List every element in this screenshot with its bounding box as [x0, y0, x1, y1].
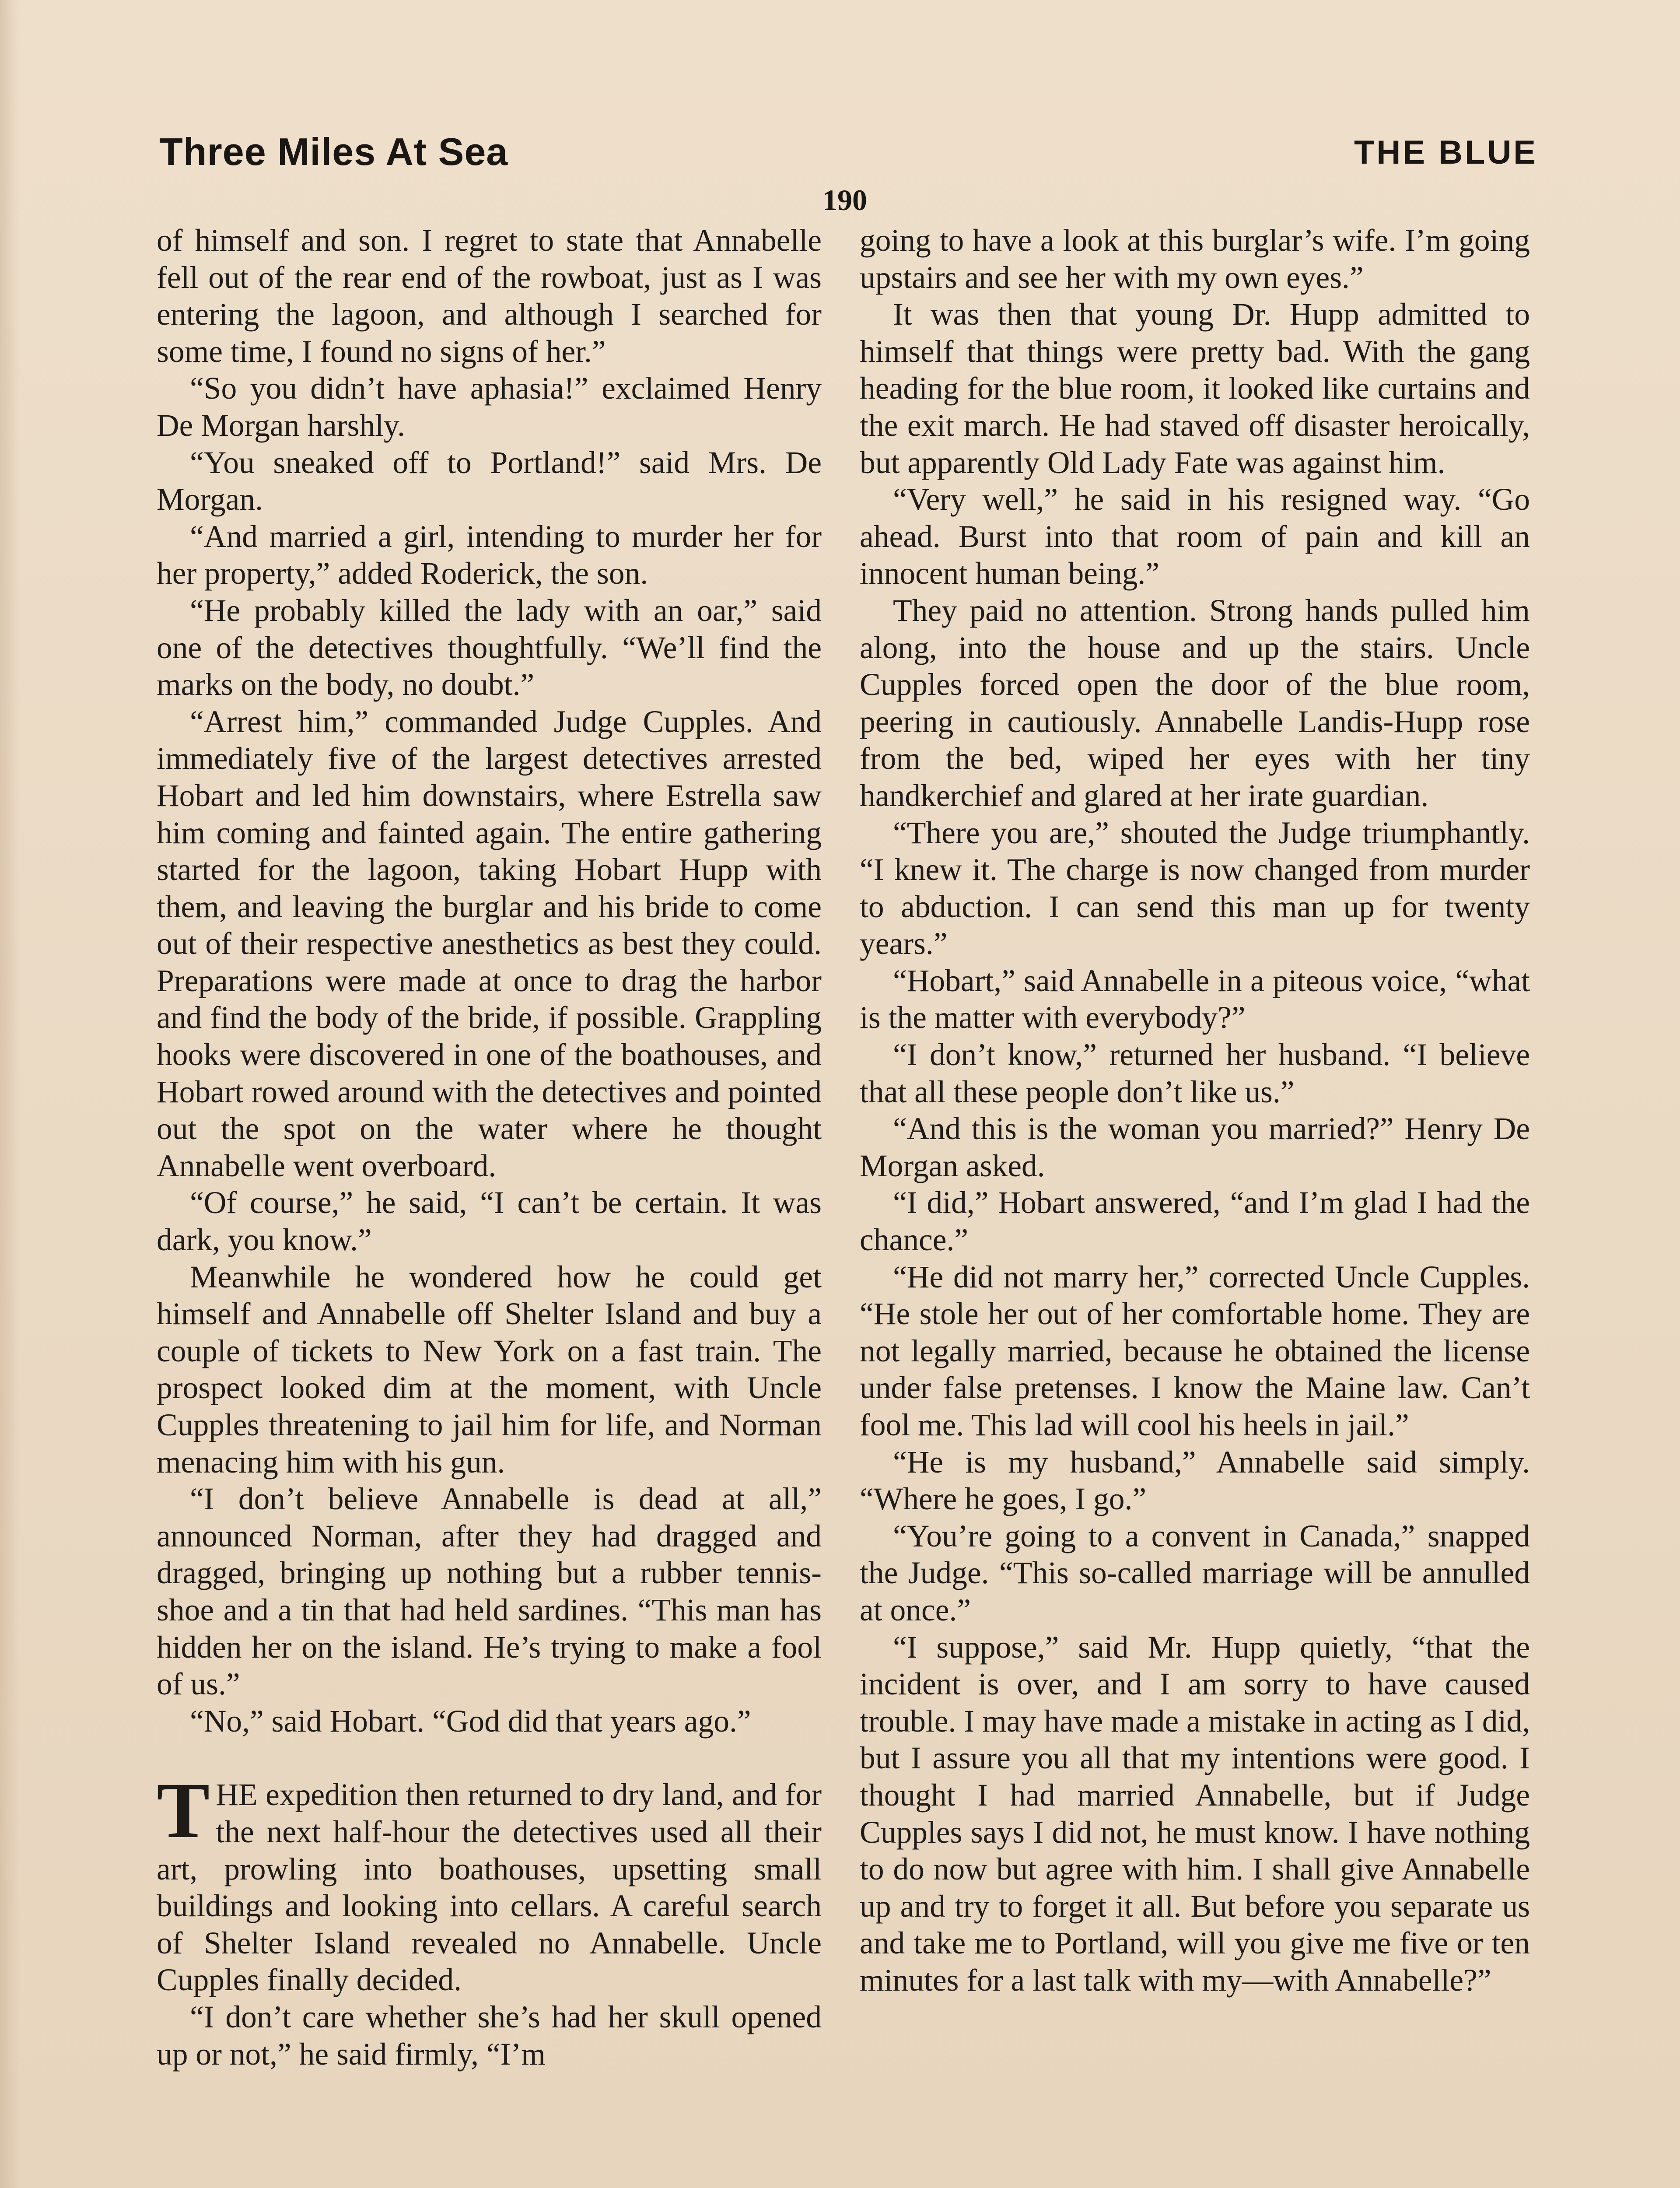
paragraph: “He is my husband,” Annabelle said simply. “Where he goes, I go.”: [860, 1445, 1530, 1517]
paragraph: “And married a girl, intending to murder her for her property,” added Roderick, the son.: [157, 519, 822, 591]
paragraph: It was then that young Dr. Hupp admitted to himself that things were pretty bad. With the gang heading for the blue room, it looked like curtains and the exit march. He had staved off disaster heroically, but apparently Old Lady Fate was against him.: [860, 297, 1530, 480]
paragraph: “And this is the woman you married?” Henry De Morgan asked.: [860, 1112, 1530, 1183]
paragraph: “Of course,” he said, “I can’t be certain. It was dark, you know.”: [157, 1185, 822, 1258]
section-paragraph: [157, 1767, 822, 1999]
paragraph: “He probably killed the lady with an oar,” said one of the detectives thoughtfully. “We’ll find the marks on the body, no doubt.”: [157, 593, 822, 702]
story-title: Three Miles At Sea: [159, 130, 508, 173]
paragraph: They paid no attention. Strong hands pulled him along, into the house and up the stairs. Uncle Cupples forced open the door of the blue room, peering in cautiously. Annabelle Landis-Hupp rose from the bed, wiped her eyes with her tiny handkerchief and glared at her irate guardian.: [860, 593, 1530, 813]
paragraph: “He did not marry her,” corrected Uncle Cupples. “He stole her out of her comfortable home. They are not legally married, because he obtained the license under false pretenses. I know the Maine law. Can’t fool me. This lad will cool his heels in jail.”: [860, 1259, 1530, 1442]
section-paragraph-text: HE expedition then returned to dry land, and for the next half-hour the detectives used all their art, prowling into boathouses, upsetting small buildings and looking into cellars. A careful search of Shelter Island revealed no Annabelle. Uncle Cupples finally decided.: [157, 1778, 822, 1998]
paragraph: “I did,” Hobart answered, “and I’m glad I had the chance.”: [860, 1185, 1530, 1258]
paragraph: “You sneaked off to Portland!” said Mrs. De Morgan.: [157, 445, 822, 517]
right-column: [860, 222, 1530, 2188]
magazine-name: THE BLUE: [1354, 134, 1538, 171]
paragraph: “No,” said Hobart. “God did that years ago.”: [190, 1704, 751, 1739]
page-number: 190: [822, 183, 867, 217]
paragraph: “So you didn’t have aphasia!” exclaimed Henry De Morgan harshly.: [157, 371, 822, 443]
paragraph: “I don’t believe Annabelle is dead at all,” announced Norman, after they had dragged and dragged, bringing up nothing but a rubber tennis-shoe and a tin that had held sardines. “This man has hidden her on the island. He’s trying to make a fool of us.”: [157, 1482, 822, 1702]
paragraph: “Hobart,” said Annabelle in a piteous voice, “what is the matter with everybody?”: [860, 963, 1530, 1035]
paragraph: “I don’t care whether she’s had her skull opened up or not,” he said firmly, “I’m: [157, 1999, 822, 2072]
paragraph: “Very well,” he said in his resigned way. “Go ahead. Burst into that room of pain and kill an innocent human being.”: [860, 482, 1530, 591]
paragraph: “I suppose,” said Mr. Hupp quietly, “that the incident is over, and I am sorry to have caused trouble. I may have made a mistake in acting as I did, but I assure you all that my intentions were good. I thought I had married Annabelle, but if Judge Cupples says I did not, he must know. I have nothing to do now but agree with him. I shall give Annabelle up and try to forget it all. But before you separate us and take me to Portland, will you give me five or ten minutes for a last talk with my—with Annabelle?”: [860, 1630, 1530, 1998]
paragraph: Meanwhile he wondered how he could get himself and Annabelle off Shelter Island and buy a couple of tickets to New York on a fast train. The prospect looked dim at the moment, with Uncle Cupples threatening to jail him for life, and Norman menacing him with his gun.: [157, 1259, 822, 1480]
paragraph: “There you are,” shouted the Judge triumphantly. “I knew it. The charge is now changed from murder to abduction. I can send this man up for twenty years.”: [860, 815, 1530, 961]
left-column: [157, 222, 822, 2188]
paragraph: of himself and son. I regret to state that Annabelle fell out of the rear end of the rowboat, just as I was entering the lagoon, and although I searched for some time, I found no signs of her.”: [157, 223, 822, 369]
paragraph: “Arrest him,” commanded Judge Cupples. And immediately five of the largest detectives arrested Hobart and led him downstairs, where Estrella saw him coming and fainted again. The entire gathering started for the lagoon, taking Hobart Hupp with them, and leaving the burglar and his bride to come out of their respective anesthetics as best they could. Preparations were made at once to drag the harbor and find the body of the bride, if possible. Grappling hooks were discovered in one of the boathouses, and Hobart rowed around with the detectives and pointed out the spot on the water where he thought Annabelle went overboard.: [157, 704, 822, 1183]
drop-cap: T: [157, 1767, 210, 1855]
paragraph: “I don’t know,” returned her husband. “I believe that all these people don’t like us.”: [860, 1038, 1530, 1109]
paragraph: going to have a look at this burglar’s wife. I’m going upstairs and see her with my own eyes.”: [860, 223, 1530, 295]
paragraph: “You’re going to a convent in Canada,” snapped the Judge. “This so-called marriage will be annulled at once.”: [860, 1518, 1530, 1627]
